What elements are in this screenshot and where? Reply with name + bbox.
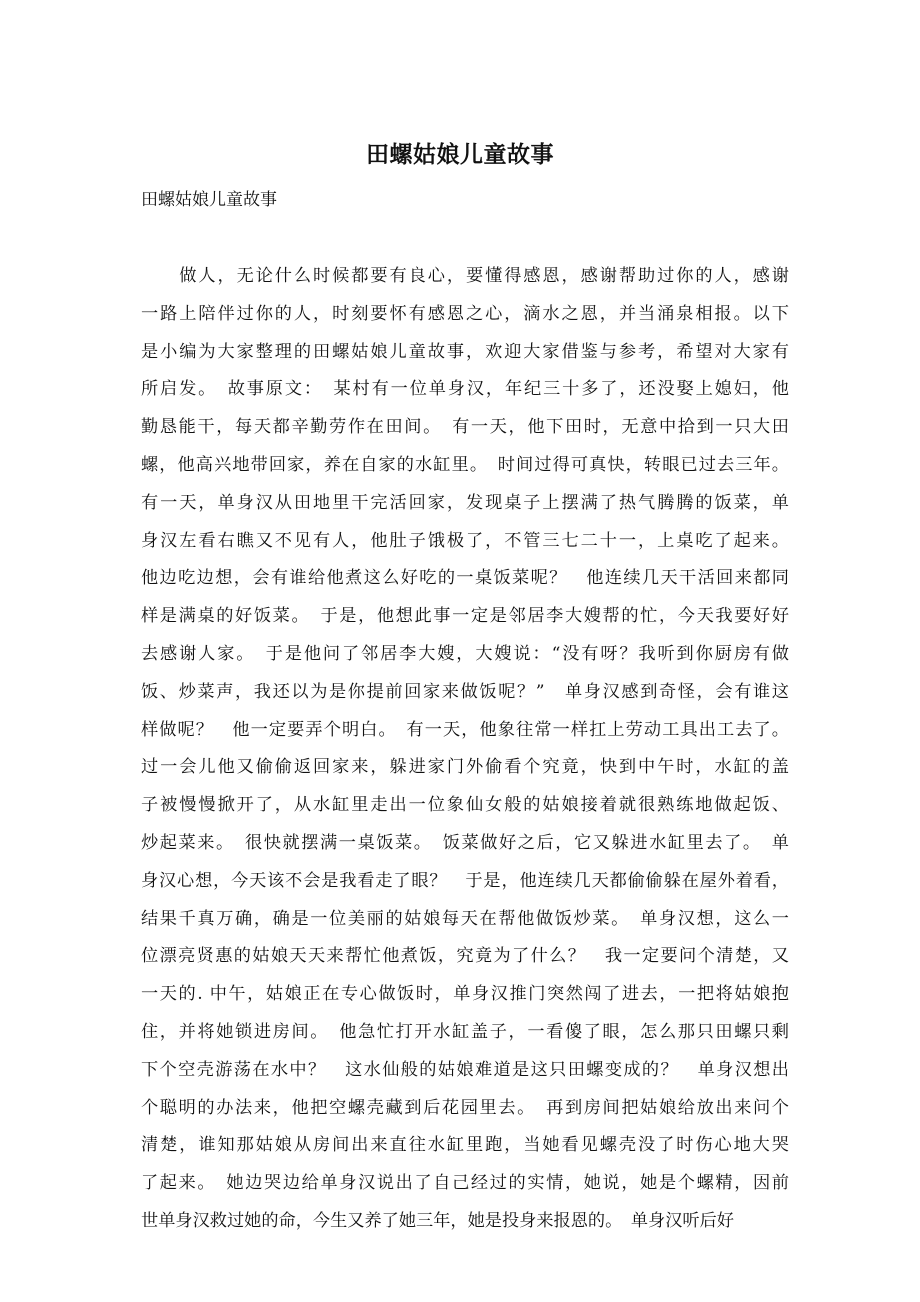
story-line: 样是满桌的好饭菜。 于是，他想此事一定是邻居李大嫂帮的忙，今天我要好好: [141, 606, 789, 627]
story-line: 位漂亮贤惠的姑娘天天来帮忙他煮饭，究竟为了什么？ 我一定要问个清楚，又: [141, 946, 789, 967]
story-line: 去感谢人家。 于是他问了邻居李大嫂，大嫂说：“没有呀？我听到你厨房有做: [141, 643, 789, 664]
story-body: [141, 258, 789, 1241]
story-line: 有一天，单身汉从田地里干完活回家，发现桌子上摆满了热气腾腾的饭菜，单: [141, 492, 789, 513]
story-line: 勤恳能干，每天都辛勤劳作在田间。 有一天，他下田时，无意中拾到一只大田: [141, 417, 789, 438]
story-line: 结果千真万确，确是一位美丽的姑娘每天在帮他做饭炒菜。 单身汉想，这么一: [141, 908, 789, 929]
story-line: 身汉心想，今天该不会是我看走了眼？ 于是，他连续几天都偷偷躲在屋外着看，: [141, 870, 789, 891]
story-line: 是小编为大家整理的田螺姑娘儿童故事，欢迎大家借鉴与参考，希望对大家有: [141, 341, 789, 362]
story-line: 个聪明的办法来，他把空螺壳藏到后花园里去。 再到房间把姑娘给放出来问个: [141, 1097, 789, 1118]
story-line: 清楚，谁知那姑娘从房间出来直往水缸里跑，当她看见螺壳没了时伤心地大哭: [141, 1135, 789, 1156]
story-line: 螺，他高兴地带回家，养在自家的水缸里。 时间过得可真快，转眼已过去三年。: [141, 454, 789, 475]
story-line: 身汉左看右瞧又不见有人，他肚子饿极了，不管三七二十一，上桌吃了起来。: [141, 530, 789, 551]
story-line: 炒起菜来。 很快就摆满一桌饭菜。 饭菜做好之后，它又躲进水缸里去了。 单: [141, 832, 789, 853]
story-line: 一路上陪伴过你的人，时刻要怀有感恩之心，滴水之恩，并当涌泉相报。以下: [141, 303, 789, 324]
story-line: 子被慢慢掀开了，从水缸里走出一位象仙女般的姑娘接着就很熟练地做起饭、: [141, 795, 789, 816]
story-line: 所启发。 故事原文： 某村有一位单身汉，年纪三十多了，还没娶上媳妇，他: [141, 379, 789, 400]
story-line: 一天的. 中午，姑娘正在专心做饭时，单身汉推门突然闯了进去，一把将姑娘抱: [141, 984, 789, 1005]
story-line: 做人，无论什么时候都要有良心，要懂得感恩，感谢帮助过你的人，感谢: [141, 266, 789, 286]
story-line: 过一会儿他又偷偷返回家来，躲进家门外偷看个究竟，快到中午时，水缸的盖: [141, 757, 789, 778]
story-line: 样做呢？ 他一定要弄个明白。 有一天，他象往常一样扛上劳动工具出工去了。: [141, 719, 789, 740]
story-line: 饭、炒菜声，我还以为是你提前回家来做饭呢？” 单身汉感到奇怪，会有谁这: [141, 681, 789, 702]
document-subtitle: 田螺姑娘儿童故事: [141, 190, 277, 210]
story-line: 住，并将她锁进房间。 他急忙打开水缸盖子，一看傻了眼，怎么那只田螺只剩: [141, 1021, 789, 1042]
story-line: 世单身汉救过她的命，今生又养了她三年，她是投身来报恩的。 单身汉听后好: [141, 1210, 734, 1231]
story-line: 了起来。 她边哭边给单身汉说出了自己经过的实情，她说，她是个螺精，因前: [141, 1173, 789, 1194]
document-title: 田螺姑娘儿童故事: [366, 141, 554, 168]
story-line: 他边吃边想，会有谁给他煮这么好吃的一桌饭菜呢？ 他连续几天干活回来都同: [141, 568, 789, 589]
story-line: 下个空壳游荡在水中？ 这水仙般的姑娘难道是这只田螺变成的？ 单身汉想出: [141, 1059, 789, 1080]
